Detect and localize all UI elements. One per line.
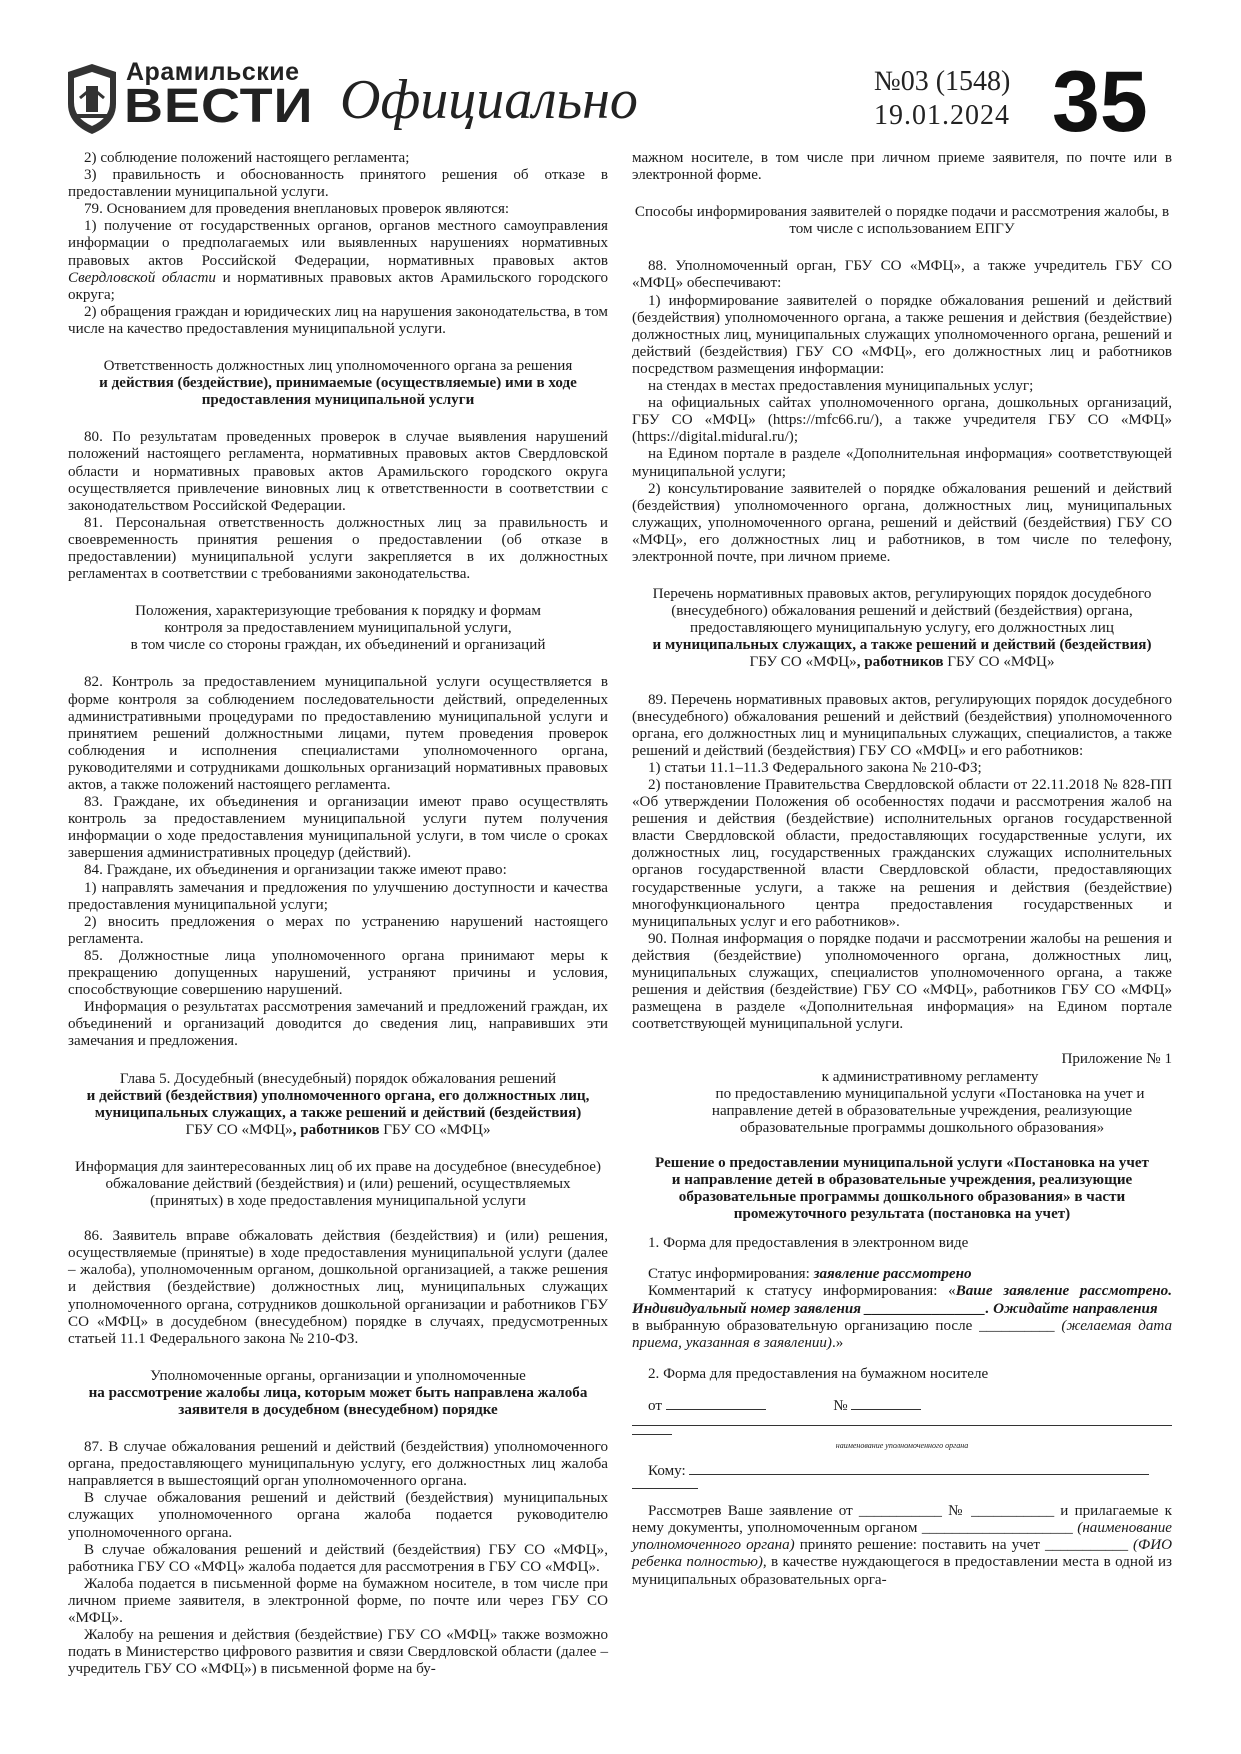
annex-title: Приложение № 1	[1061, 1051, 1172, 1068]
paragraph: 90. Полная информация о порядке подачи и рассмотрении жалобы на решения и действия (бездействие) уполномоченного органа, должностных лиц, муниципальных служащих, специалистов уполномоченного органа, а также решения и действия (бездействие) ГБУ СО «МФЦ», работников ГБУ СО «МФЦ» размещена в разделе «Дополнительная информация» на Едином портале соответствующей муниципальной услуги.	[632, 930, 1172, 1033]
decision-heading: Решение о предоставлении муниципальной услуги «Постановка на учет	[655, 1154, 1149, 1171]
coat-of-arms-icon	[62, 58, 122, 138]
paragraph: от №	[632, 1397, 1172, 1415]
brand-top: Арамильские	[126, 58, 300, 86]
paragraph: Информация о результатах рассмотрения замечаний и предложений граждан, их объединений и организаций доводится до сведения лиц, направивших эти замечания и предложения.	[68, 999, 608, 1050]
section-heading: контроля за предоставлением муниципальной услуги,	[164, 620, 512, 637]
paragraph: 80. По результатам проведенных проверок в случае выявления нарушений положений настоящего регламента, нормативных правовых актов Свердловской области и нормативных правовых актов Арамильского городского округа осуществляется привлечение виновных лиц к ответственности в соответствии с законодательством Российской Федерации.	[68, 429, 608, 514]
org-caption: наименование уполномоченного органа	[835, 1441, 969, 1450]
paragraph: 88. Уполномоченный орган, ГБУ СО «МФЦ», а также учредитель ГБУ СО «МФЦ» обеспечивают:	[632, 258, 1172, 292]
paragraph: 1) статьи 11.1–11.3 Федерального закона № 210-ФЗ;	[648, 759, 982, 776]
chapter-heading: и действий (бездействия) уполномоченного органа, его должностных лиц, муниципальных служащих, а также решений и действий (бездействия)	[86, 1087, 590, 1121]
paragraph: 2) вносить предложения о мерах по устранению нарушений настоящего регламента.	[68, 913, 608, 947]
paragraph: на официальных сайтах уполномоченного органа, дошкольных организаций, ГБУ СО «МФЦ» (https://mfc66.ru/), а также учредителя ГБУ СО «МФЦ» (https://digital.midural.ru/);	[632, 395, 1172, 446]
issue-date: 19.01.2024	[874, 100, 1010, 131]
masthead	[62, 50, 1182, 150]
chapter-heading: Глава 5. Досудебный (внесудебный) порядок обжалования решений	[119, 1070, 557, 1087]
section-heading: Способы информирования заявителей о порядке подачи и рассмотрения жалобы, в том числе с использованием ЕПГУ	[634, 204, 1170, 238]
paragraph: Рассмотрев Ваше заявление от ___________ № ___________ и прилагаемые к нему документы, уполномоченным органом ____________________ (наименование уполномоченного органа) принято решение: поставить на учет ___________ (ФИО ребенка полностью), в качестве нуждающегося в предоставлении места в одной из муниципальных образовательных орга-	[632, 1503, 1173, 1588]
section-heading: на рассмотрение жалобы лица, которым может быть направлена жалоба заявителя в досудебном (внесудебном) порядке	[88, 1384, 588, 1418]
chapter-heading: ГБУ СО «МФЦ», работников ГБУ СО «МФЦ»	[185, 1121, 491, 1138]
paragraph: в выбранную образовательную организацию после __________ (желаемая дата приема, указанная в заявлении).»	[632, 1317, 1173, 1351]
right-column	[632, 150, 1172, 1589]
section-heading: и действия (бездействие), принимаемые (осуществляемые) ими в ходе предоставления муниципальной услуги	[99, 375, 577, 409]
section-heading: в том числе со стороны граждан, их объединений и организаций	[130, 637, 546, 654]
paragraph: 89. Перечень нормативных правовых актов, регулирующих порядок досудебного (внесудебного) обжалования решений и действий (бездействия) уполномоченного органа, его должностных лиц и муниципальных служащих, специалистов, а также решений и действий (бездействия) ГБУ СО «МФЦ» и его работников:	[632, 691, 1172, 759]
paragraph: В случае обжалования решений и действий (бездействия) ГБУ СО «МФЦ», работника ГБУ СО «МФЦ» жалоба подается для рассмотрения в ГБУ СО «МФЦ».	[68, 1541, 608, 1575]
paragraph: 1. Форма для предоставления в электронном виде	[648, 1235, 969, 1252]
paragraph: 81. Персональная ответственность должностных лиц за правильность и своевременность принятия решения о предоставлении (об отказе в предоставлении) муниципальной услуги закрепляется в их должностных регламентах в соответствии с требованиями законодательства.	[68, 514, 608, 583]
paragraph: Жалоба подается в письменной форме на бумажном носителе, в том числе при личном приеме заявителя, в электронной форме, по почте или через ГБУ СО «МФЦ».	[68, 1575, 608, 1627]
paragraph: Жалобу на решения и действия (бездействие) ГБУ СО «МФЦ» также возможно подать в Министерство цифрового развития и связи Свердловской области (далее – учредитель ГБУ СО «МФЦ») в письменной форме на бу-	[68, 1627, 608, 1678]
paragraph: 1) получение от государственных органов, органов местного самоуправления информации о предполагаемых или выявленных нарушениях нормативных правовых актов Российской Федерации, нормативных правовых актов Свердловской области и нормативных правовых актов Арамильского городского округа;	[68, 218, 608, 303]
paragraph: 79. Основанием для проведения внеплановых проверок являются:	[84, 201, 510, 218]
annex-subtitle: по предоставлению муниципальной услуги «Постановка на учет и направление детей в образовательные учреждения, реализующие образовательные программы дошкольного образования»	[711, 1085, 1145, 1136]
page-number: 35	[1052, 54, 1148, 150]
section-heading: Информация для заинтересованных лиц об их праве на досудебное (внесудебное) обжалование действий (бездействия) и (или) решений, осуществляемых (принятых) в ходе предоставления муниципальной услуги	[74, 1158, 602, 1210]
paragraph: 1) направлять замечания и предложения по улучшению доступности и качества предоставления муниципальной услуги;	[68, 879, 608, 913]
paragraph: 2) соблюдение положений настоящего регламента;	[84, 150, 410, 166]
paragraph: 84. Граждане, их объединения и организации также имеют право:	[84, 862, 507, 879]
paragraph: 85. Должностные лица уполномоченного органа принимают меры к прекращению допущенных нарушений, устраняют причины и условия, способствующие совершению нарушений.	[68, 947, 608, 999]
paragraph: Кому:	[632, 1462, 1172, 1480]
issue-number: №03 (1548)	[874, 66, 1011, 97]
paragraph: Комментарий к статусу информирования: «Ваше заявление рассмотрено. Индивидуальный номер заявления ________________. Ожидайте направления	[632, 1283, 1172, 1317]
paragraph: мажном носителе, в том числе при личном приеме заявителя, по почте или в электронной форме.	[632, 150, 1172, 184]
paragraph: 82. Контроль за предоставлением муниципальной услуги осуществляется в форме контроля за соблюдением последовательности действий, определенных административными процедурами по предоставлению муниципальной услуги и принятием решений должностными лицами, путем проведения проверок соблюдения и исполнения специалистами уполномоченного органа, руководителями и сотрудниками дошкольных организаций нормативных правовых актов, а также положений настоящего регламента.	[68, 674, 608, 793]
paragraph: 2. Форма для предоставления на бумажном носителе	[648, 1365, 989, 1382]
paragraph: 2) постановление Правительства Свердловской области от 22.11.2018 № 828-ПП «Об утверждении Положения об особенностях подачи и рассмотрения жалоб на решения и действия (бездействие) исполнительных органов государственной власти Свердловской области, предоставляющих государственные услуги, их должностных лиц, государственных гражданских служащих исполнительных органов государственной власти Свердловской области, предоставляющих государственные услуги, а также на решения и действия (бездействие) многофункционального центра предоставления государственных и муниципальных услуг и его работников».	[632, 777, 1172, 930]
paragraph: 83. Граждане, их объединения и организации имеют право осуществлять контроль за предоставлением муниципальной услуги путем получения информации о ходе предоставления муниципальной услуги, в том числе о сроках завершения административных процедур (действий).	[68, 794, 608, 862]
paragraph: на Едином портале в разделе «Дополнительная информация» соответствующей муниципальной услуги;	[632, 446, 1172, 480]
paragraph: 87. В случае обжалования решений и действий (бездействия) уполномоченного органа, предоставляющего муниципальную услугу, его должностных лиц жалоба направляется в вышестоящий орган уполномоченного органа.	[68, 1439, 608, 1490]
annex-subtitle: к административному регламенту	[821, 1068, 1039, 1085]
decision-heading: и направление детей в образовательные учреждения, реализующие образовательные программы дошкольного образования» в части промежуточного результата (постановка на учет)	[671, 1171, 1133, 1223]
left-column	[68, 150, 608, 1678]
paragraph: на стендах в местах предоставления муниципальных услуг;	[648, 378, 1034, 395]
paragraph: 1) информирование заявителей о порядке обжалования решений и действий (бездействия) уполномоченного органа, а также решения и действия (бездействие) должностных лиц, муниципальных служащих уполномоченного органа, решений и действий (бездействия) ГБУ СО «МФЦ», его должностных лиц и работников посредством размещения информации:	[632, 292, 1172, 377]
brand-main: ВЕСТИ	[124, 78, 314, 133]
section-heading: Ответственность должностных лиц уполномоченного органа за решения	[103, 358, 573, 375]
section-heading: Перечень нормативных правовых актов, регулирующих порядок досудебного (внесудебного) обжалования решений и действий (бездействия) органа, предоставляющего муниципальную услугу, его должностных лиц	[652, 586, 1152, 637]
paragraph: 2) консультирование заявителей о порядке обжалования решений и действий (бездействия) уполномоченного органа, должностных лиц, муниципальных служащих, уполномоченного органа, решений и действий (бездействия) ГБУ СО «МФЦ», его должностных лиц и работников, в том числе по телефону, электронной почте, при личном приеме.	[632, 480, 1172, 565]
paragraph: В случае обжалования решений и действий (бездействия) муниципальных служащих уполномоченного органа жалоба подается руководителю уполномоченного органа.	[68, 1490, 608, 1541]
paragraph: 3) правильность и обоснованность принятого решения об отказе в предоставлении муниципальной услуги.	[68, 167, 608, 201]
paragraph: Статус информирования: заявление рассмотрено	[648, 1266, 972, 1283]
section-heading: ГБУ СО «МФЦ», работников ГБУ СО «МФЦ»	[749, 654, 1055, 671]
paragraph: 2) обращения граждан и юридических лиц на нарушения законодательства, в том числе на качество предоставления муниципальной услуги.	[68, 303, 608, 337]
paragraph: 86. Заявитель вправе обжаловать действия (бездействия) и (или) решения, осуществляемые (принятые) в ходе предоставления муниципальной услуги (далее – жалоба), уполномоченным органом, дошкольной организацией, а также решения и действия (бездействие) должностных лиц, муниципальных служащих уполномоченного органа, сотрудников дошкольной организации и работников ГБУ СО «МФЦ» в досудебном (внесудебном) порядке в случаях, предусмотренных статьей 11.1 Федерального закона № 210-ФЗ.	[68, 1228, 608, 1347]
section-heading: и муниципальных служащих, а также решений и действий (бездействия)	[652, 637, 1152, 654]
section-heading: Положения, характеризующие требования к порядку и формам	[135, 603, 541, 620]
section-heading: Уполномоченные органы, организации и уполномоченные	[150, 1367, 526, 1384]
section-title: Официально	[340, 69, 638, 131]
